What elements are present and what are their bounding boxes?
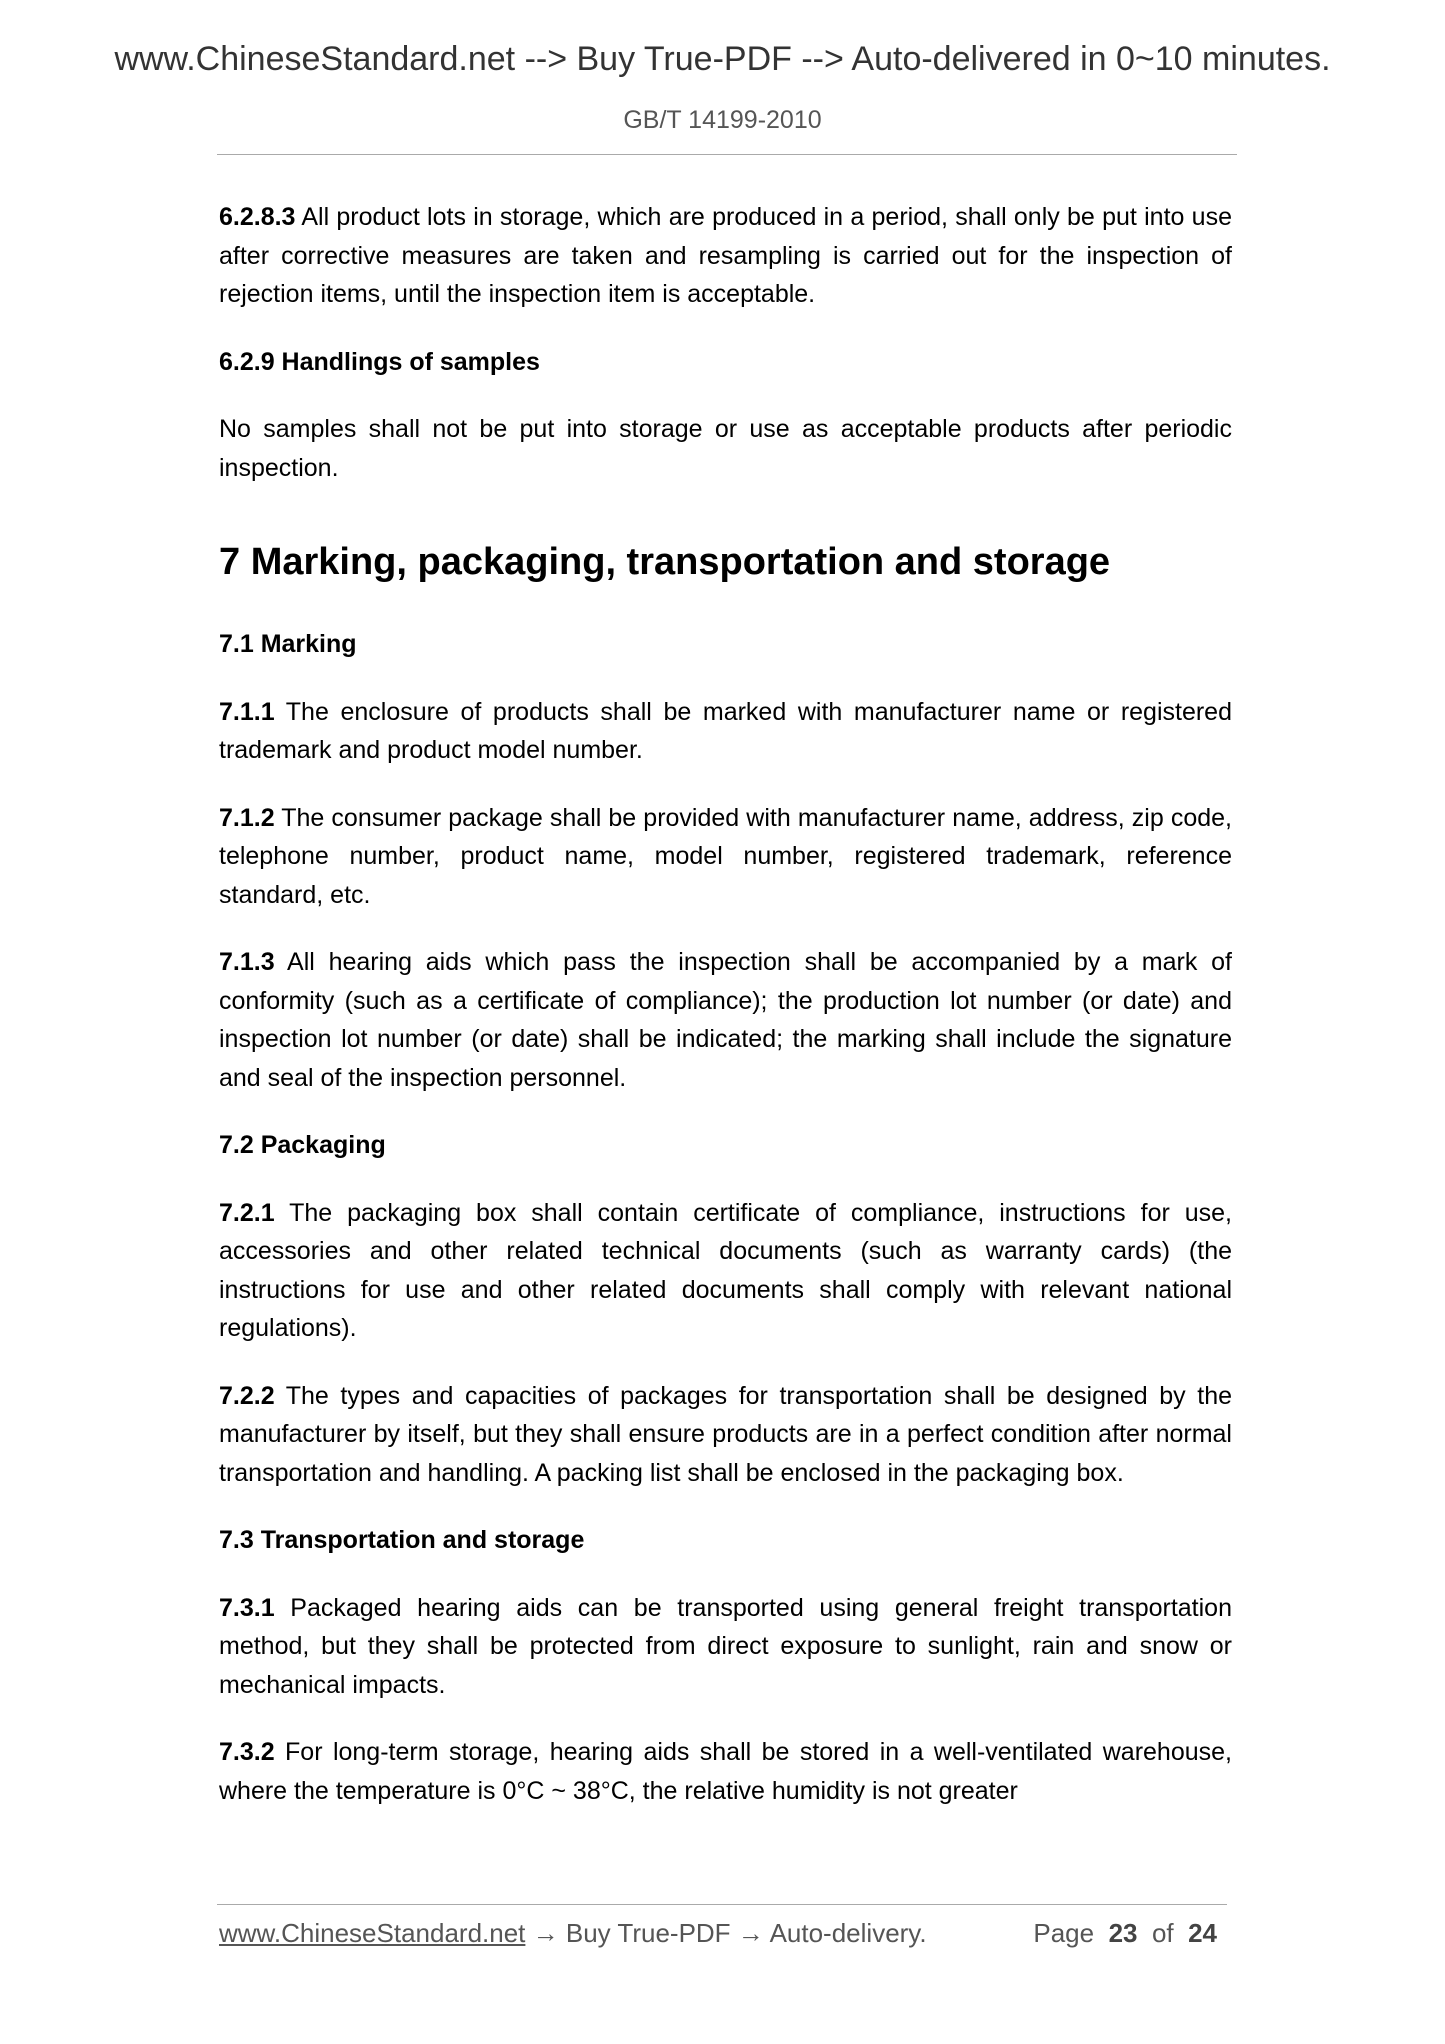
heading-7-3: 7.3 Transportation and storage xyxy=(219,1526,585,1554)
page-total: 24 xyxy=(1188,1918,1217,1948)
heading-7-1: 7.1 Marking xyxy=(219,630,357,658)
paragraph-text: All product lots in storage, which are produced in a period, shall only be put into use after corrective measures are taken and resampling is carried out for the inspection of rejection items, until the inspection item is acceptable. xyxy=(219,203,1232,308)
paragraph-7-2-2 xyxy=(219,1377,1232,1493)
footer-divider xyxy=(217,1904,1227,1905)
clause-number: 7.1.1 xyxy=(219,697,275,726)
paragraph-6-2-9: No samples shall not be put into storage or use as acceptable products after periodic inspection. xyxy=(219,415,1232,482)
footer-promo-text: → Buy True-PDF → Auto-delivery. xyxy=(525,1918,927,1948)
footer-promo xyxy=(219,1918,927,1949)
paragraph-text: The packaging box shall contain certificate of compliance, instructions for use, accessories and other related technical documents (such as warranty cards) (the instructions for use and other related documents shall comply with relevant national regulations). xyxy=(219,1198,1232,1342)
clause-number: 7.2.1 xyxy=(219,1198,275,1227)
page-label: Page xyxy=(1033,1918,1095,1948)
paragraph-7-3-2 xyxy=(219,1733,1232,1810)
footer-site-link[interactable]: www.ChineseStandard.net xyxy=(219,1918,526,1948)
clause-number: 7.3.1 xyxy=(219,1593,275,1622)
paragraph-text: The enclosure of products shall be marked with manufacturer name or registered trademark and product model number. xyxy=(219,697,1232,764)
page-number xyxy=(1033,1918,1217,1949)
clause-number: 7.1.3 xyxy=(219,948,275,976)
paragraph-7-1-2 xyxy=(219,799,1232,915)
paragraph-7-2-1 xyxy=(219,1194,1232,1348)
heading-section-7: 7 Marking, packaging, transportation and storage xyxy=(219,541,1111,583)
standard-code: GB/T 14199-2010 xyxy=(623,106,822,134)
paragraph-text: For long-term storage, hearing aids shall be stored in a well-ventilated warehouse, where the temperature is 0°C ~ 38°C, the relative humidity is not greater xyxy=(219,1738,1232,1805)
paragraph-text: The consumer package shall be provided with manufacturer name, address, zip code, telephone number, product name, model number, registered trademark, reference standard, etc. xyxy=(219,803,1232,909)
site-banner: www.ChineseStandard.net --> Buy True-PDF --> Auto-delivered in 0~10 minutes. xyxy=(114,40,1331,78)
paragraph-7-1-1 xyxy=(219,693,1232,770)
paragraph-text: The types and capacities of packages for transportation shall be designed by the manufacturer by itself, but they shall ensure products are in a perfect condition after normal transportation and handling. A packing list shall be enclosed in the packaging box. xyxy=(219,1381,1232,1487)
heading-6-2-9: 6.2.9 Handlings of samples xyxy=(219,347,540,376)
paragraph-text: All hearing aids which pass the inspection shall be accompanied by a mark of conformity (such as a certificate of compliance); the production lot number (or date) and inspection lot number (or date) shall be indicated; the marking shall include the signature and seal of the inspection personnel. xyxy=(219,948,1232,1092)
paragraph-6-2-8-3 xyxy=(219,198,1232,314)
page-current: 23 xyxy=(1108,1918,1138,1948)
clause-number: 7.2.2 xyxy=(219,1381,275,1410)
clause-number: 7.1.2 xyxy=(219,803,275,832)
paragraph-7-3-1 xyxy=(219,1589,1232,1705)
document-body xyxy=(219,198,1232,1839)
clause-number: 6.2.8.3 xyxy=(219,203,296,231)
paragraph-text: Packaged hearing aids can be transported using general freight transportation method, but they shall be protected from direct exposure to sunlight, rain and snow or mechanical impacts. xyxy=(219,1593,1232,1699)
heading-7-2: 7.2 Packaging xyxy=(219,1131,386,1159)
of-label: of xyxy=(1151,1918,1174,1948)
clause-number: 7.3.2 xyxy=(219,1738,275,1766)
header-divider xyxy=(217,154,1237,155)
paragraph-7-1-3 xyxy=(219,943,1232,1097)
